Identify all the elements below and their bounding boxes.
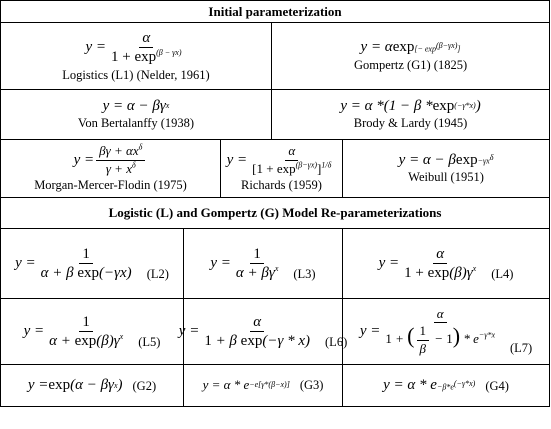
brody-cell xyxy=(272,90,550,140)
l2-equation: y = $\frac{1}{\text{α + β exp(−γx)}}$ xyxy=(15,245,132,281)
richards-citation: Richards (1959) xyxy=(241,177,322,192)
l4-equation: y = $\frac{\alpha}{1 + \exp(\beta)\gamma^x}$ xyxy=(378,245,477,281)
richards-cell xyxy=(221,140,343,198)
gompertz-equation: y = α exp [− $\exp^{(\beta-\gamma x)}$] xyxy=(360,39,461,56)
l7-equation: y = α 1 + ( $\frac{1}{\beta}$ − $1) * e^{-\gamma*x}$ xyxy=(359,306,495,356)
g2-equation: y = exp (α − βγ x ) xyxy=(27,377,123,394)
g4-equation: y = α * e $-\beta*e^{(-\gamma*x)}$ xyxy=(383,377,476,394)
g3-equation: y = α * e −e[γ*(β−x)] xyxy=(202,377,290,393)
logistic-citation: Logistics (L1) (Nelder, 1961) xyxy=(62,67,210,82)
g2-cell xyxy=(1,365,184,407)
weibull-citation: Weibull (1951) xyxy=(408,170,484,185)
mmf-equation: y = $\frac{\beta\gamma + \alpha x^\delta}{\gamma + x^\delta}$ xyxy=(74,144,148,176)
mmf-citation: Morgan-Mercer-Flodin (1975) xyxy=(34,177,187,192)
bertalanffy-equation: y = α − βγ x xyxy=(102,97,170,114)
brody-citation: Brody & Lardy (1945) xyxy=(353,116,468,131)
weibull-cell xyxy=(343,140,550,198)
l5-label: (L5) xyxy=(138,334,161,349)
bertalanffy-cell xyxy=(1,90,272,140)
l6-label: (L6) xyxy=(325,334,348,349)
logistic-l1-cell xyxy=(1,23,272,90)
initial-parameterization-heading: Initial parameterization xyxy=(1,1,550,23)
g4-label: (G4) xyxy=(485,378,509,393)
g3-cell xyxy=(184,365,343,407)
gompertz-citation: Gompertz (G1) (1825) xyxy=(353,57,468,72)
l6-equation: y = $\frac{\alpha}{\text{1 + β exp(−γ * x)}}$ xyxy=(178,313,311,349)
brody-equation: y = α *(1 − β * exp (−γ*x) ) xyxy=(340,97,481,114)
l2-cell xyxy=(1,229,184,299)
l4-cell xyxy=(343,229,550,299)
gompertz-g1-cell xyxy=(272,23,550,90)
l3-equation: y = $\frac{1}{\alpha + \beta\gamma^x}$ xyxy=(210,245,279,281)
l3-cell xyxy=(184,229,343,299)
l7-label: (L7) xyxy=(510,340,533,355)
reparameterization-heading: Logistic (L) and Gompertz (G) Model Re-parameterizations xyxy=(1,198,550,229)
weibull-equation: y = α − β exp $-\gamma x^\delta$ xyxy=(398,151,494,168)
g3-label: (G3) xyxy=(299,378,324,392)
g4-cell xyxy=(343,365,550,407)
l5-equation: y = $\frac{1}{\alpha + \exp(\beta)\gamma^x}$ xyxy=(23,313,124,349)
mmf-cell xyxy=(1,140,221,198)
logistic-equation: y = $\frac{\alpha}{1 + \exp^{(\beta - \gamma x)}}$ xyxy=(85,29,182,65)
l4-label: (L4) xyxy=(491,266,514,281)
g2-label: (G2) xyxy=(132,378,157,393)
richards-equation: y = $\frac{\alpha}{[1 + \exp^{(\beta-\gamma x)}]^{1/\delta}}$ xyxy=(226,143,332,176)
l3-label: (L3) xyxy=(293,266,316,281)
bertalanffy-citation: Von Bertalanffy (1938) xyxy=(77,116,195,131)
l7-cell xyxy=(343,299,550,365)
l2-label: (L2) xyxy=(146,266,169,281)
l6-cell xyxy=(178,299,348,365)
l5-cell xyxy=(1,299,184,365)
